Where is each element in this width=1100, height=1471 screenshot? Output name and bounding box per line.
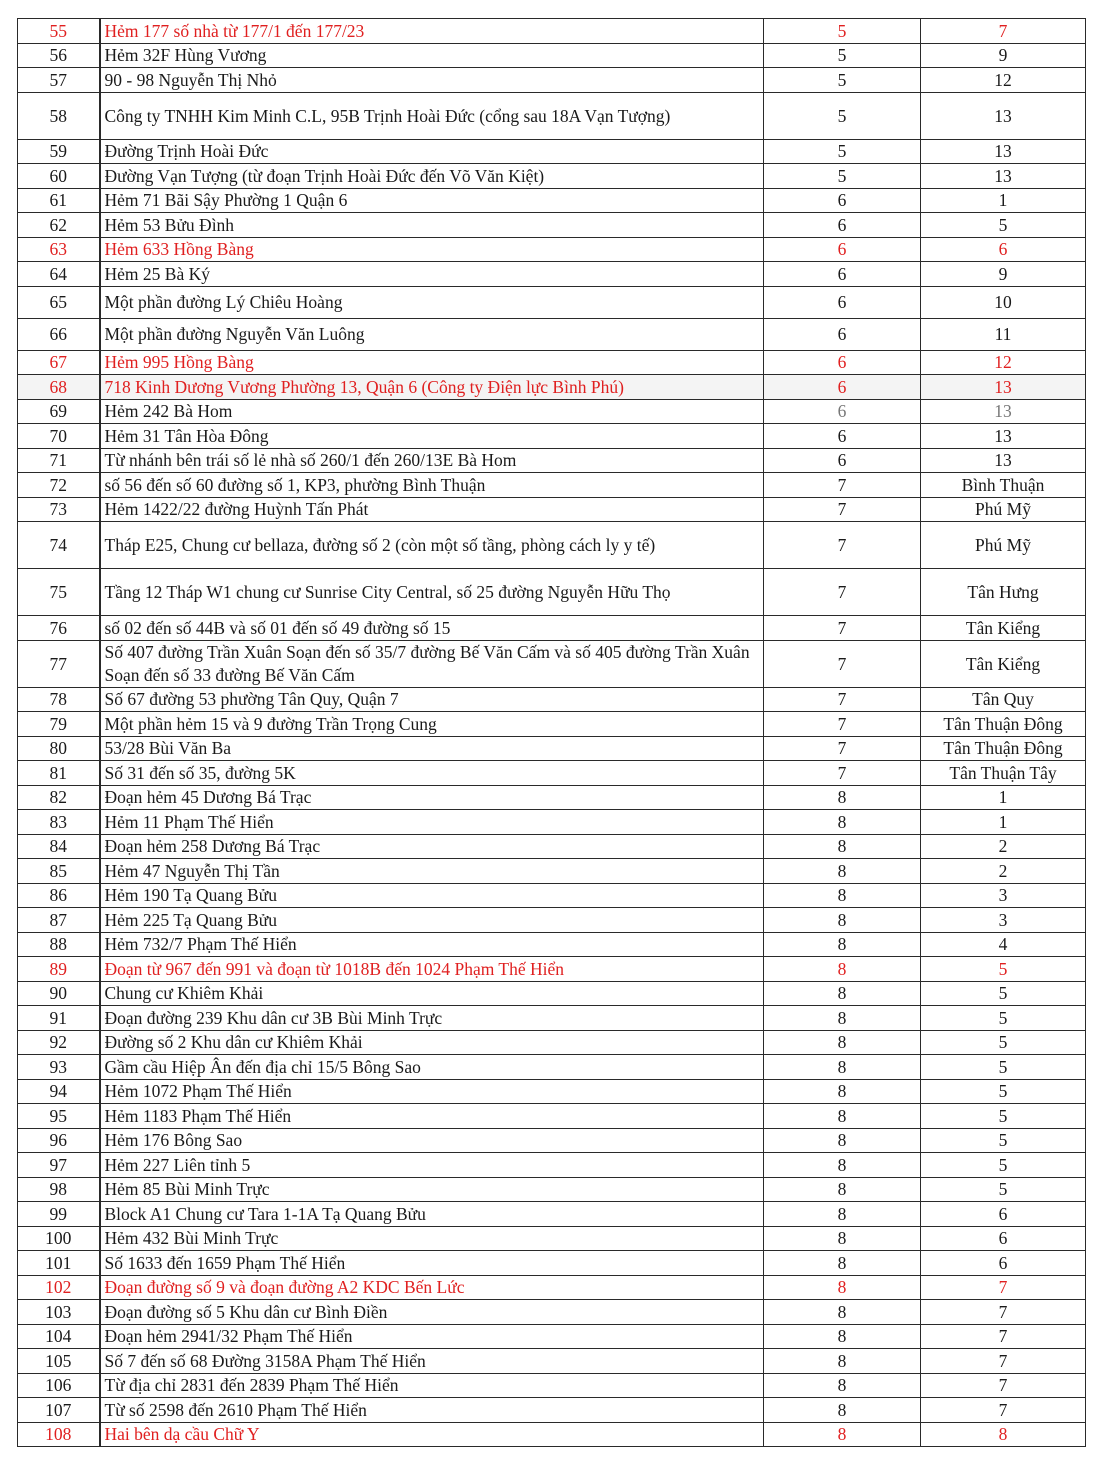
row-number-cell: 55: [18, 19, 100, 44]
district-cell: 8: [764, 1373, 921, 1398]
row-number-cell: 74: [18, 522, 100, 569]
location-cell: Hẻm 31 Tân Hòa Đông: [100, 424, 764, 449]
location-cell: Hẻm 11 Phạm Thế Hiển: [100, 810, 764, 835]
location-cell: Đoạn đường 239 Khu dân cư 3B Bùi Minh Trực: [100, 1006, 764, 1031]
row-number-cell: 95: [18, 1104, 100, 1129]
district-cell: 7: [764, 687, 921, 712]
district-cell: 6: [764, 375, 921, 400]
location-cell: Hẻm 633 Hồng Bàng: [100, 237, 764, 262]
district-cell: 8: [764, 1177, 921, 1202]
location-cell: Hẻm 1072 Phạm Thế Hiển: [100, 1079, 764, 1104]
location-cell: Hẻm 227 Liên tỉnh 5: [100, 1153, 764, 1178]
row-number-cell: 66: [18, 318, 100, 350]
row-number-cell: 81: [18, 761, 100, 786]
ward-cell: 6: [921, 237, 1086, 262]
table-row: [18, 1202, 1086, 1227]
location-cell: Hẻm 732/7 Phạm Thế Hiển: [100, 932, 764, 957]
row-number-cell: 79: [18, 712, 100, 737]
row-number-cell: 104: [18, 1324, 100, 1349]
ward-cell: 5: [921, 1030, 1086, 1055]
row-number-cell: 56: [18, 43, 100, 68]
district-cell: 7: [764, 640, 921, 687]
row-number-cell: 101: [18, 1251, 100, 1276]
ward-cell: 5: [921, 1079, 1086, 1104]
table-row: [18, 164, 1086, 189]
district-cell: 8: [764, 1300, 921, 1325]
district-cell: 8: [764, 981, 921, 1006]
location-cell: Hẻm 177 số nhà từ 177/1 đến 177/23: [100, 19, 764, 44]
district-cell: 8: [764, 810, 921, 835]
table-row: [18, 957, 1086, 982]
row-number-cell: 76: [18, 616, 100, 641]
ward-cell: 2: [921, 834, 1086, 859]
table-row: [18, 1006, 1086, 1031]
table-row: [18, 1300, 1086, 1325]
location-cell: Số 1633 đến 1659 Phạm Thế Hiển: [100, 1251, 764, 1276]
location-cell: Chung cư Khiêm Khải: [100, 981, 764, 1006]
location-cell: Đường Trịnh Hoài Đức: [100, 139, 764, 164]
location-cell: Hai bên dạ cầu Chữ Y: [100, 1422, 764, 1447]
table-row: [18, 43, 1086, 68]
location-cell: Hẻm 190 Tạ Quang Bửu: [100, 883, 764, 908]
district-cell: 6: [764, 399, 921, 424]
table-row: [18, 1128, 1086, 1153]
row-number-cell: 82: [18, 785, 100, 810]
district-cell: 8: [764, 1324, 921, 1349]
location-cell: số 02 đến số 44B và số 01 đến số 49 đường số 15: [100, 616, 764, 641]
table-row: [18, 616, 1086, 641]
ward-cell: 7: [921, 1373, 1086, 1398]
ward-cell: 6: [921, 1226, 1086, 1251]
row-number-cell: 78: [18, 687, 100, 712]
location-cell: Tháp E25, Chung cư bellaza, đường số 2 (còn một số tầng, phòng cách ly y tế): [100, 522, 764, 569]
table-row: [18, 1349, 1086, 1374]
location-cell: Một phần đường Nguyễn Văn Luông: [100, 318, 764, 350]
table-body: [18, 19, 1086, 1447]
table-row: [18, 237, 1086, 262]
table-row: [18, 1275, 1086, 1300]
ward-cell: 13: [921, 92, 1086, 139]
table-row: [18, 399, 1086, 424]
ward-cell: 13: [921, 448, 1086, 473]
ward-cell: 3: [921, 908, 1086, 933]
table-row: [18, 1226, 1086, 1251]
row-number-cell: 92: [18, 1030, 100, 1055]
ward-cell: 13: [921, 139, 1086, 164]
row-number-cell: 100: [18, 1226, 100, 1251]
ward-cell: 3: [921, 883, 1086, 908]
table-row: [18, 1177, 1086, 1202]
district-cell: 7: [764, 497, 921, 522]
table-row: [18, 188, 1086, 213]
district-cell: 5: [764, 19, 921, 44]
row-number-cell: 58: [18, 92, 100, 139]
district-cell: 8: [764, 1251, 921, 1276]
district-cell: 8: [764, 932, 921, 957]
district-cell: 8: [764, 1422, 921, 1447]
ward-cell: 7: [921, 1300, 1086, 1325]
row-number-cell: 62: [18, 213, 100, 238]
row-number-cell: 102: [18, 1275, 100, 1300]
location-cell: Gầm cầu Hiệp Ân đến địa chỉ 15/5 Bông Sao: [100, 1055, 764, 1080]
ward-cell: 9: [921, 43, 1086, 68]
district-cell: 6: [764, 424, 921, 449]
table-row: [18, 286, 1086, 318]
row-number-cell: 103: [18, 1300, 100, 1325]
location-cell: Hẻm 85 Bùi Minh Trực: [100, 1177, 764, 1202]
row-number-cell: 69: [18, 399, 100, 424]
ward-cell: 7: [921, 1275, 1086, 1300]
table-row: [18, 448, 1086, 473]
district-cell: 8: [764, 1128, 921, 1153]
row-number-cell: 94: [18, 1079, 100, 1104]
location-cell: Đoạn đường số 9 và đoạn đường A2 KDC Bến Lức: [100, 1275, 764, 1300]
row-number-cell: 80: [18, 736, 100, 761]
ward-cell: 9: [921, 262, 1086, 287]
location-cell: Từ số 2598 đến 2610 Phạm Thế Hiển: [100, 1398, 764, 1423]
location-cell: 90 - 98 Nguyễn Thị Nhỏ: [100, 68, 764, 93]
location-cell: Số 407 đường Trần Xuân Soạn đến số 35/7 đường Bế Văn Cấm và số 405 đường Trần Xuân Soạn đến số 33 đường Bế Văn Cấm: [100, 640, 764, 687]
table-row: [18, 932, 1086, 957]
row-number-cell: 60: [18, 164, 100, 189]
district-cell: 5: [764, 68, 921, 93]
row-number-cell: 108: [18, 1422, 100, 1447]
district-cell: 8: [764, 957, 921, 982]
district-cell: 6: [764, 262, 921, 287]
ward-cell: 5: [921, 1104, 1086, 1129]
ward-cell: Bình Thuận: [921, 473, 1086, 498]
district-cell: 8: [764, 1153, 921, 1178]
ward-cell: 6: [921, 1202, 1086, 1227]
row-number-cell: 75: [18, 569, 100, 616]
location-cell: Hẻm 53 Bửu Đình: [100, 213, 764, 238]
table-row: [18, 473, 1086, 498]
ward-cell: Tân Thuận Đông: [921, 736, 1086, 761]
location-cell: Một phần đường Lý Chiêu Hoàng: [100, 286, 764, 318]
location-cell: Đoạn từ 967 đến 991 và đoạn từ 1018B đến 1024 Phạm Thế Hiển: [100, 957, 764, 982]
table-row: [18, 375, 1086, 400]
district-cell: 7: [764, 522, 921, 569]
row-number-cell: 86: [18, 883, 100, 908]
row-number-cell: 59: [18, 139, 100, 164]
table-row: [18, 139, 1086, 164]
district-cell: 8: [764, 1079, 921, 1104]
district-cell: 6: [764, 318, 921, 350]
table-row: [18, 1153, 1086, 1178]
location-cell: Hẻm 25 Bà Ký: [100, 262, 764, 287]
table-row: [18, 981, 1086, 1006]
ward-cell: 5: [921, 1177, 1086, 1202]
ward-cell: Tân Thuận Tây: [921, 761, 1086, 786]
table-row: [18, 736, 1086, 761]
district-cell: 8: [764, 1202, 921, 1227]
location-cell: Từ địa chỉ 2831 đến 2839 Phạm Thế Hiển: [100, 1373, 764, 1398]
ward-cell: Tân Kiểng: [921, 640, 1086, 687]
district-cell: 8: [764, 1006, 921, 1031]
row-number-cell: 96: [18, 1128, 100, 1153]
ward-cell: Phú Mỹ: [921, 497, 1086, 522]
table-row: [18, 859, 1086, 884]
ward-cell: 5: [921, 981, 1086, 1006]
location-cell: Tầng 12 Tháp W1 chung cư Sunrise City Central, số 25 đường Nguyễn Hữu Thọ: [100, 569, 764, 616]
row-number-cell: 98: [18, 1177, 100, 1202]
ward-cell: 1: [921, 785, 1086, 810]
location-cell: Hẻm 71 Bãi Sậy Phường 1 Quận 6: [100, 188, 764, 213]
district-cell: 8: [764, 883, 921, 908]
table-row: [18, 1324, 1086, 1349]
location-cell: Hẻm 32F Hùng Vương: [100, 43, 764, 68]
ward-cell: 13: [921, 164, 1086, 189]
row-number-cell: 106: [18, 1373, 100, 1398]
table-row: [18, 883, 1086, 908]
lockdown-area-table: [17, 18, 1086, 1447]
table-row: [18, 1104, 1086, 1129]
row-number-cell: 105: [18, 1349, 100, 1374]
ward-cell: 7: [921, 1349, 1086, 1374]
row-number-cell: 57: [18, 68, 100, 93]
ward-cell: 7: [921, 19, 1086, 44]
location-cell: Một phần hẻm 15 và 9 đường Trần Trọng Cung: [100, 712, 764, 737]
location-cell: Hẻm 225 Tạ Quang Bửu: [100, 908, 764, 933]
ward-cell: 13: [921, 424, 1086, 449]
ward-cell: 13: [921, 399, 1086, 424]
location-cell: Số 67 đường 53 phường Tân Quy, Quận 7: [100, 687, 764, 712]
ward-cell: 7: [921, 1324, 1086, 1349]
location-cell: Hẻm 176 Bông Sao: [100, 1128, 764, 1153]
district-cell: 8: [764, 1349, 921, 1374]
ward-cell: Tân Quy: [921, 687, 1086, 712]
district-cell: 5: [764, 139, 921, 164]
table-row: [18, 687, 1086, 712]
row-number-cell: 91: [18, 1006, 100, 1031]
row-number-cell: 88: [18, 932, 100, 957]
district-cell: 6: [764, 237, 921, 262]
location-cell: Hẻm 47 Nguyễn Thị Tần: [100, 859, 764, 884]
ward-cell: 4: [921, 932, 1086, 957]
district-cell: 5: [764, 92, 921, 139]
row-number-cell: 87: [18, 908, 100, 933]
location-cell: Hẻm 1422/22 đường Huỳnh Tấn Phát: [100, 497, 764, 522]
table-row: [18, 1398, 1086, 1423]
row-number-cell: 68: [18, 375, 100, 400]
district-cell: 8: [764, 834, 921, 859]
location-cell: Đoạn hẻm 45 Dương Bá Trạc: [100, 785, 764, 810]
table-row: [18, 213, 1086, 238]
district-cell: 8: [764, 1030, 921, 1055]
table-row: [18, 569, 1086, 616]
table-row: [18, 318, 1086, 350]
table-row: [18, 497, 1086, 522]
table-row: [18, 68, 1086, 93]
ward-cell: Tân Hưng: [921, 569, 1086, 616]
table-row: [18, 810, 1086, 835]
table-row: [18, 1030, 1086, 1055]
ward-cell: 5: [921, 1006, 1086, 1031]
location-cell: số 56 đến số 60 đường số 1, KP3, phường Bình Thuận: [100, 473, 764, 498]
table-row: [18, 834, 1086, 859]
location-cell: Từ nhánh bên trái số lẻ nhà số 260/1 đến 260/13E Bà Hom: [100, 448, 764, 473]
row-number-cell: 83: [18, 810, 100, 835]
ward-cell: 6: [921, 1251, 1086, 1276]
ward-cell: Tân Kiểng: [921, 616, 1086, 641]
location-cell: Đoạn hẻm 2941/32 Phạm Thế Hiển: [100, 1324, 764, 1349]
district-cell: 7: [764, 473, 921, 498]
row-number-cell: 93: [18, 1055, 100, 1080]
ward-cell: 12: [921, 350, 1086, 375]
district-cell: 8: [764, 1275, 921, 1300]
district-cell: 6: [764, 188, 921, 213]
district-cell: 8: [764, 1398, 921, 1423]
table-row: [18, 785, 1086, 810]
ward-cell: 5: [921, 1153, 1086, 1178]
ward-cell: Phú Mỹ: [921, 522, 1086, 569]
location-cell: Hẻm 432 Bùi Minh Trực: [100, 1226, 764, 1251]
ward-cell: 10: [921, 286, 1086, 318]
district-cell: 8: [764, 785, 921, 810]
district-cell: 7: [764, 616, 921, 641]
district-cell: 6: [764, 350, 921, 375]
location-cell: Công ty TNHH Kim Minh C.L, 95B Trịnh Hoài Đức (cổng sau 18A Vạn Tượng): [100, 92, 764, 139]
location-cell: Đoạn hẻm 258 Dương Bá Trạc: [100, 834, 764, 859]
row-number-cell: 90: [18, 981, 100, 1006]
table-row: [18, 712, 1086, 737]
table-row: [18, 1055, 1086, 1080]
district-cell: 6: [764, 448, 921, 473]
row-number-cell: 77: [18, 640, 100, 687]
district-cell: 8: [764, 1104, 921, 1129]
table-row: [18, 640, 1086, 687]
table-row: [18, 19, 1086, 44]
table-row: [18, 522, 1086, 569]
row-number-cell: 85: [18, 859, 100, 884]
table-row: [18, 1422, 1086, 1447]
district-cell: 6: [764, 213, 921, 238]
ward-cell: 11: [921, 318, 1086, 350]
ward-cell: 5: [921, 1128, 1086, 1153]
row-number-cell: 64: [18, 262, 100, 287]
district-cell: 5: [764, 43, 921, 68]
ward-cell: 5: [921, 957, 1086, 982]
row-number-cell: 107: [18, 1398, 100, 1423]
district-cell: 5: [764, 164, 921, 189]
district-cell: 7: [764, 712, 921, 737]
location-cell: 53/28 Bùi Văn Ba: [100, 736, 764, 761]
ward-cell: 1: [921, 188, 1086, 213]
location-cell: 718 Kinh Dương Vương Phường 13, Quận 6 (Công ty Điện lực Bình Phú): [100, 375, 764, 400]
row-number-cell: 67: [18, 350, 100, 375]
row-number-cell: 70: [18, 424, 100, 449]
row-number-cell: 72: [18, 473, 100, 498]
district-cell: 7: [764, 736, 921, 761]
ward-cell: Tân Thuận Đông: [921, 712, 1086, 737]
district-cell: 8: [764, 1055, 921, 1080]
ward-cell: 5: [921, 213, 1086, 238]
location-cell: Đoạn đường số 5 Khu dân cư Bình Điền: [100, 1300, 764, 1325]
location-cell: Hẻm 242 Bà Hom: [100, 399, 764, 424]
location-cell: Hẻm 995 Hồng Bàng: [100, 350, 764, 375]
ward-cell: 2: [921, 859, 1086, 884]
district-cell: 8: [764, 908, 921, 933]
ward-cell: 1: [921, 810, 1086, 835]
location-cell: Đường số 2 Khu dân cư Khiêm Khải: [100, 1030, 764, 1055]
table-row: [18, 761, 1086, 786]
row-number-cell: 73: [18, 497, 100, 522]
row-number-cell: 89: [18, 957, 100, 982]
ward-cell: 5: [921, 1055, 1086, 1080]
table-row: [18, 92, 1086, 139]
district-cell: 6: [764, 286, 921, 318]
district-cell: 8: [764, 859, 921, 884]
location-cell: Đường Vạn Tượng (từ đoạn Trịnh Hoài Đức đến Võ Văn Kiệt): [100, 164, 764, 189]
row-number-cell: 84: [18, 834, 100, 859]
district-cell: 7: [764, 761, 921, 786]
ward-cell: 13: [921, 375, 1086, 400]
location-cell: Block A1 Chung cư Tara 1-1A Tạ Quang Bửu: [100, 1202, 764, 1227]
row-number-cell: 63: [18, 237, 100, 262]
table-row: [18, 908, 1086, 933]
table-row: [18, 1373, 1086, 1398]
table-row: [18, 350, 1086, 375]
table-row: [18, 1079, 1086, 1104]
ward-cell: 12: [921, 68, 1086, 93]
table-row: [18, 262, 1086, 287]
ward-cell: 7: [921, 1398, 1086, 1423]
district-cell: 8: [764, 1226, 921, 1251]
location-cell: Hẻm 1183 Phạm Thế Hiển: [100, 1104, 764, 1129]
row-number-cell: 99: [18, 1202, 100, 1227]
ward-cell: 8: [921, 1422, 1086, 1447]
district-cell: 7: [764, 569, 921, 616]
row-number-cell: 97: [18, 1153, 100, 1178]
location-cell: Số 31 đến số 35, đường 5K: [100, 761, 764, 786]
row-number-cell: 65: [18, 286, 100, 318]
table-row: [18, 424, 1086, 449]
row-number-cell: 71: [18, 448, 100, 473]
location-cell: Số 7 đến số 68 Đường 3158A Phạm Thế Hiển: [100, 1349, 764, 1374]
table-row: [18, 1251, 1086, 1276]
row-number-cell: 61: [18, 188, 100, 213]
